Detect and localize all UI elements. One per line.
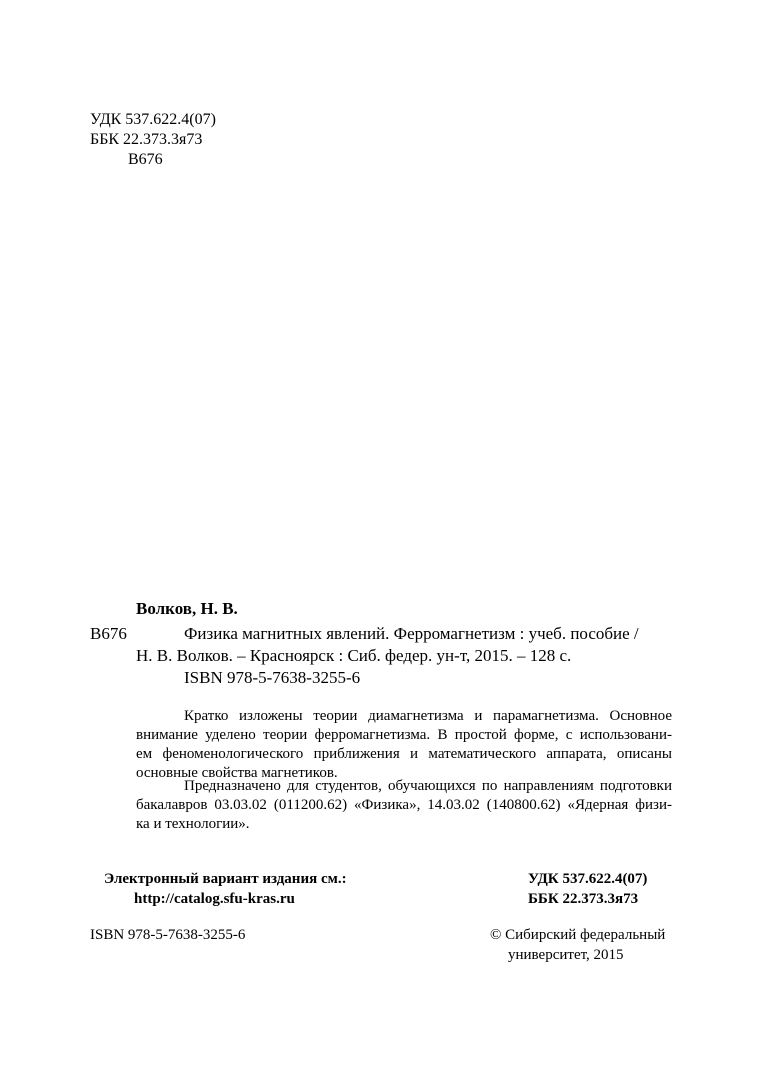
abstract-p2-line2: бакалавров 03.03.02 (011200.62) «Физика», 14.03.02 (140800.62) «Ядерная физи- xyxy=(136,797,672,813)
book-title-line2: Н. В. Волков. – Красноярск : Сиб. федер. ун-т, 2015. – 128 с. xyxy=(136,646,572,665)
author-name: Волков, Н. В. xyxy=(136,599,238,618)
abstract-p1-line2: внимание уделено теории ферромагнетизма. В простой форме, с использовани- xyxy=(136,727,672,743)
udk-top: УДК 537.622.4(07) xyxy=(90,111,216,128)
copyright-line1: © Сибирский федеральный xyxy=(490,927,666,943)
bbk-top: ББК 22.373.3я73 xyxy=(90,131,203,148)
abstract-p2-line1: Предназначено для студентов, обучающихся по направлениям подготовки xyxy=(184,778,672,794)
bbk-bottom: ББК 22.373.3я73 xyxy=(528,891,639,907)
book-title-line1: Физика магнитных явлений. Ферромагнетизм : учеб. пособие / xyxy=(184,624,639,643)
catalog-url: http://catalog.sfu-kras.ru xyxy=(134,891,295,907)
abstract-p2-line3: ка и технологии». xyxy=(136,816,250,832)
abstract-p1-line3: ем феноменологического приближения и математического аппарата, описаны xyxy=(136,746,672,762)
abstract-p1-line1: Кратко изложены теории диамагнетизма и парамагнетизма. Основное xyxy=(184,708,672,724)
abstract-p1-line4: основные свойства магнетиков. xyxy=(136,765,338,781)
udk-bottom: УДК 537.622.4(07) xyxy=(528,871,648,887)
copyright-line2: университет, 2015 xyxy=(508,947,624,963)
isbn-card: ISBN 978-5-7638-3255-6 xyxy=(184,668,361,687)
author-code: В676 xyxy=(90,624,127,643)
isbn-footer: ISBN 978-5-7638-3255-6 xyxy=(90,927,246,943)
electronic-version-label: Электронный вариант издания см.: xyxy=(104,871,347,887)
author-code-top: В676 xyxy=(128,151,163,168)
